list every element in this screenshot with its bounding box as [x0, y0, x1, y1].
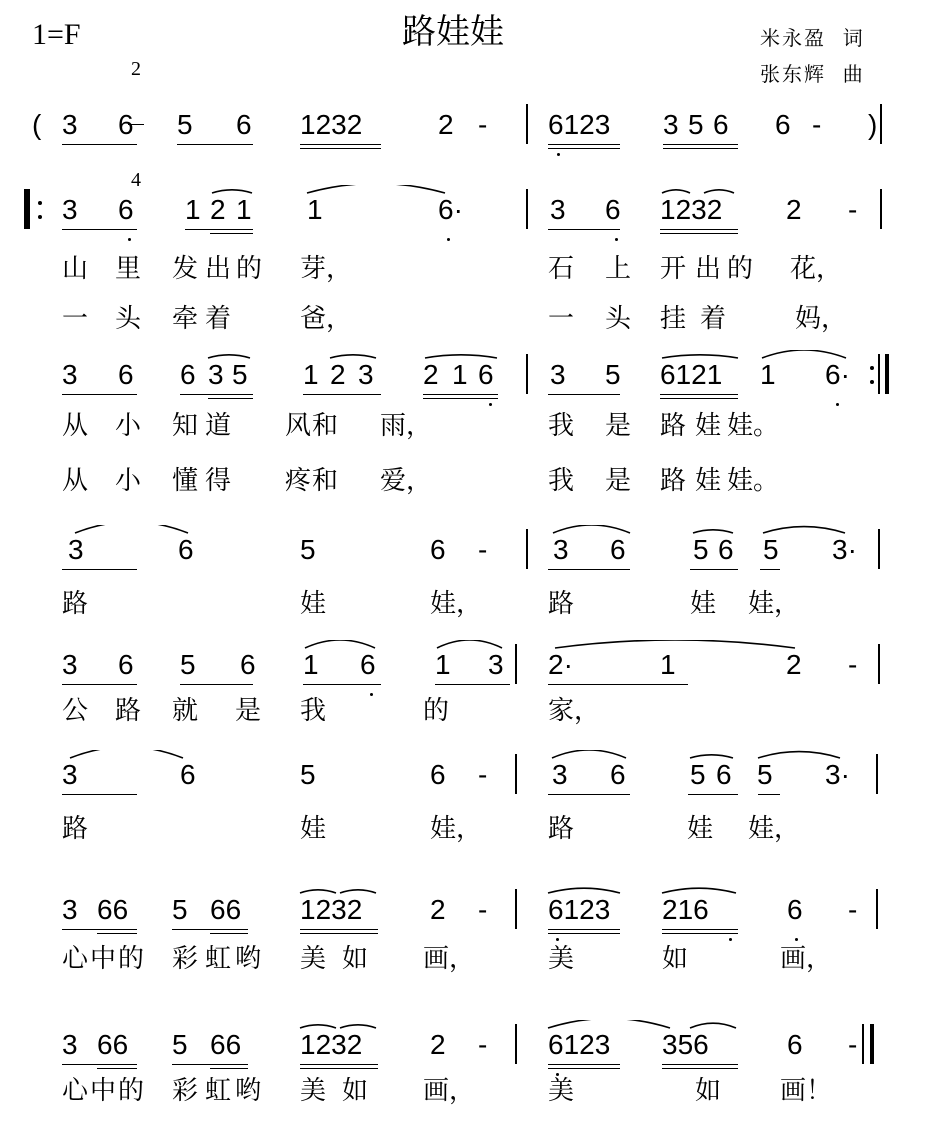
- note: 5: [300, 759, 316, 790]
- lyric-line: [0, 460, 926, 500]
- note: -: [478, 759, 488, 790]
- note: (: [32, 109, 42, 140]
- lyric-syllable: 开: [660, 254, 687, 284]
- lyric-syllable: 路: [548, 589, 575, 619]
- lyric-syllable: 发: [172, 254, 199, 284]
- barline: [526, 104, 528, 144]
- lyric-line: [0, 248, 926, 288]
- note: 3: [488, 649, 504, 680]
- lyric-syllable: 如: [695, 1076, 722, 1106]
- note: 6: [236, 109, 252, 140]
- lyric-syllable: 知: [172, 411, 199, 441]
- lyric-syllable: 如: [342, 944, 369, 974]
- note: 6: [178, 534, 194, 565]
- note: 2: [786, 649, 802, 680]
- lyric-syllable: 的: [118, 1076, 145, 1106]
- lyric-line: [0, 808, 926, 848]
- note: 1: [185, 194, 201, 225]
- slur-tie: [758, 752, 840, 758]
- lyric-syllable: 家，: [548, 696, 601, 726]
- note: 6123: [548, 109, 611, 140]
- lyric-syllable: 是: [605, 466, 632, 496]
- composer-credit: 张东辉 曲: [760, 62, 865, 86]
- lyric-syllable: 娃: [695, 466, 722, 496]
- lyric-syllable: 娃: [300, 814, 327, 844]
- lyric-syllable: 道: [205, 411, 232, 441]
- lyric-syllable: 美: [548, 1076, 575, 1106]
- note: 6: [118, 359, 134, 390]
- note: 2: [430, 894, 446, 925]
- lyric-line: [0, 298, 926, 338]
- notation-line: [0, 750, 926, 810]
- time-numerator: 2: [131, 58, 141, 80]
- note: 6: [118, 649, 134, 680]
- lyric-syllable: 小: [115, 411, 142, 441]
- note: 66: [97, 1029, 129, 1060]
- note: 1: [236, 194, 252, 225]
- note: 3: [62, 359, 78, 390]
- lyric-syllable: 哟: [235, 944, 262, 974]
- lyric-syllable: 路: [62, 814, 89, 844]
- lyric-syllable: 头: [115, 304, 142, 334]
- note: 1232: [300, 894, 363, 925]
- lyric-syllable: 从: [62, 466, 89, 496]
- slur-tie: [425, 355, 497, 358]
- lyric-syllable: 从: [62, 411, 89, 441]
- lyric-syllable: 如: [342, 1076, 369, 1106]
- eighth-underline: [177, 144, 253, 145]
- lyric-syllable: 我: [548, 411, 575, 441]
- note: 5: [688, 109, 704, 140]
- slur-tie: [763, 527, 845, 533]
- note: 6: [775, 109, 791, 140]
- lyric-syllable: 石: [548, 254, 575, 284]
- notation-line: [0, 100, 926, 160]
- lyric-syllable: 和: [312, 466, 339, 496]
- tie-layer: [0, 750, 926, 810]
- note: 2: [786, 194, 802, 225]
- lyric-syllable: 挂: [660, 304, 687, 334]
- tie-layer: [0, 185, 926, 245]
- tie-layer: [0, 525, 926, 585]
- note: 2: [430, 1029, 446, 1060]
- note: 1: [307, 194, 323, 225]
- lyric-line: [0, 1070, 926, 1110]
- lyric-syllable: 美: [300, 944, 327, 974]
- lyric-syllable: 就: [172, 696, 199, 726]
- note: 3: [62, 759, 78, 790]
- note: -: [848, 1029, 858, 1060]
- note: 6: [118, 109, 134, 140]
- lyric-syllable: 牵: [172, 304, 199, 334]
- slur-tie: [762, 350, 846, 358]
- lyric-syllable: 画，: [423, 944, 476, 974]
- lyric-syllable: 画，: [780, 944, 833, 974]
- lyric-syllable: 虹: [205, 944, 232, 974]
- lyric-syllable: 的: [423, 696, 450, 726]
- lyric-syllable: 爸，: [300, 304, 353, 334]
- lyric-syllable: 娃。: [727, 411, 780, 441]
- note: -: [478, 534, 488, 565]
- note: -: [478, 109, 488, 140]
- lyric-syllable: 头: [605, 304, 632, 334]
- lyric-syllable: 芽，: [300, 254, 353, 284]
- note: 1232: [660, 194, 723, 225]
- lyric-syllable: 着: [700, 304, 727, 334]
- slur-tie: [340, 890, 376, 893]
- note: 5: [177, 109, 193, 140]
- lyric-syllable: 懂: [172, 466, 199, 496]
- lyric-syllable: 是: [235, 696, 262, 726]
- note: 1: [660, 649, 676, 680]
- slur-tie: [662, 190, 690, 193]
- note: 216: [662, 894, 709, 925]
- note: ): [868, 109, 878, 140]
- note: 3: [62, 1029, 78, 1060]
- lyric-syllable: 上: [605, 254, 632, 284]
- tie-layer: [0, 350, 926, 410]
- lyric-syllable: 彩: [172, 1076, 199, 1106]
- lyric-syllable: 娃: [690, 589, 717, 619]
- note: 3: [62, 194, 78, 225]
- note: 3·: [825, 759, 850, 790]
- slur-tie: [690, 755, 733, 758]
- note: 6: [605, 194, 621, 225]
- lyric-line: [0, 583, 926, 623]
- note: 6121: [660, 359, 723, 390]
- note: 3: [68, 534, 84, 565]
- lyric-syllable: 得: [205, 466, 232, 496]
- note: 5: [172, 894, 188, 925]
- note: -: [478, 1029, 488, 1060]
- lyric-syllable: 爱，: [380, 466, 433, 496]
- slur-tie: [305, 640, 375, 648]
- note: 3: [550, 194, 566, 225]
- tie-layer: [0, 885, 926, 945]
- note: 1: [452, 359, 468, 390]
- note: 6: [718, 534, 734, 565]
- note: 6: [716, 759, 732, 790]
- slur-tie: [553, 525, 630, 533]
- note: 1232: [300, 1029, 363, 1060]
- slur-tie: [548, 888, 620, 893]
- note: 5: [763, 534, 779, 565]
- lyric-syllable: 出: [205, 254, 232, 284]
- lyric-line: [0, 690, 926, 730]
- lyric-syllable: 心: [62, 944, 89, 974]
- note: 6: [478, 359, 494, 390]
- lyric-syllable: 风: [285, 411, 312, 441]
- note: 3: [553, 534, 569, 565]
- note: -: [848, 194, 858, 225]
- slur-tie: [555, 640, 795, 648]
- lyric-syllable: 路: [660, 466, 687, 496]
- eighth-underline: [300, 144, 381, 145]
- note: 2: [210, 194, 226, 225]
- lyric-syllable: 公: [62, 696, 89, 726]
- note: 3: [552, 759, 568, 790]
- slur-tie: [704, 190, 734, 193]
- note: 6: [430, 534, 446, 565]
- note: 2: [423, 359, 439, 390]
- lyric-syllable: 彩: [172, 944, 199, 974]
- note: 66: [97, 894, 129, 925]
- note: 6: [430, 759, 446, 790]
- lyric-syllable: 哟: [235, 1076, 262, 1106]
- slur-tie: [437, 640, 502, 648]
- note: -: [812, 109, 822, 140]
- sixteenth-underline: [300, 148, 381, 149]
- note: 1: [303, 359, 319, 390]
- note: 1232: [300, 109, 363, 140]
- note: 5: [757, 759, 773, 790]
- note: 6: [610, 759, 626, 790]
- note: 6: [787, 1029, 803, 1060]
- lyric-syllable: 如: [662, 944, 689, 974]
- lyric-syllable: 心: [62, 1076, 89, 1106]
- slur-tie: [662, 888, 736, 893]
- notation-line: [0, 185, 926, 245]
- note: 2·: [548, 649, 573, 680]
- lyric-syllable: 娃，: [430, 589, 483, 619]
- lyric-syllable: 画，: [423, 1076, 476, 1106]
- note: 3: [358, 359, 374, 390]
- note: -: [478, 894, 488, 925]
- lyric-syllable: 美: [548, 944, 575, 974]
- lyric-syllable: 中: [90, 944, 117, 974]
- slur-tie: [208, 355, 250, 358]
- lyric-syllable: 路: [115, 696, 142, 726]
- note: 2: [438, 109, 454, 140]
- lyric-line: [0, 938, 926, 978]
- lyric-syllable: 妈，: [795, 304, 848, 334]
- lyric-syllable: 的: [118, 944, 145, 974]
- lyric-syllable: 里: [115, 254, 142, 284]
- eighth-underline: [62, 144, 137, 145]
- lyric-syllable: 出: [695, 254, 722, 284]
- lyric-syllable: 娃，: [748, 589, 801, 619]
- slur-tie: [690, 1023, 736, 1028]
- note: 3·: [832, 534, 857, 565]
- note: 3: [62, 649, 78, 680]
- note: 5: [605, 359, 621, 390]
- lyric-syllable: 画！: [780, 1076, 833, 1106]
- lyric-syllable: 一: [62, 304, 89, 334]
- note: 6123: [548, 1029, 611, 1060]
- note: 3: [62, 894, 78, 925]
- lyric-syllable: 路: [660, 411, 687, 441]
- note: 5: [690, 759, 706, 790]
- slur-tie: [307, 185, 445, 193]
- lyric-syllable: 娃: [687, 814, 714, 844]
- lyric-syllable: 疼: [285, 466, 312, 496]
- lyric-syllable: 雨，: [380, 411, 433, 441]
- note: 3: [208, 359, 224, 390]
- slur-tie: [330, 355, 376, 358]
- lyric-syllable: 娃，: [430, 814, 483, 844]
- note: 6·: [438, 194, 463, 225]
- note: 1: [435, 649, 451, 680]
- slur-tie: [662, 355, 738, 358]
- slur-tie: [340, 1025, 376, 1028]
- lyric-syllable: 娃。: [727, 466, 780, 496]
- note: 6: [118, 194, 134, 225]
- note: 6123: [548, 894, 611, 925]
- lyric-syllable: 娃: [695, 411, 722, 441]
- lyric-syllable: 山: [62, 254, 89, 284]
- slur-tie: [300, 1025, 336, 1028]
- lyric-syllable: 和: [312, 411, 339, 441]
- note: 3: [550, 359, 566, 390]
- note: 1: [760, 359, 776, 390]
- notation-line: [0, 885, 926, 945]
- lyric-syllable: 路: [548, 814, 575, 844]
- note: -: [848, 894, 858, 925]
- slur-tie: [212, 190, 252, 193]
- note: 66: [210, 1029, 242, 1060]
- note: 5: [232, 359, 248, 390]
- key-signature: 1=F: [32, 18, 81, 51]
- slur-tie: [548, 1020, 670, 1028]
- note: 6: [787, 894, 803, 925]
- lyric-syllable: 中: [90, 1076, 117, 1106]
- octave-dot-below: [557, 153, 560, 156]
- note: 6: [180, 759, 196, 790]
- lyric-syllable: 美: [300, 1076, 327, 1106]
- note: 1: [303, 649, 319, 680]
- slur-tie: [552, 750, 626, 758]
- lyric-syllable: 花，: [790, 254, 843, 284]
- time-denominator: 4: [131, 169, 141, 191]
- lyric-syllable: 虹: [205, 1076, 232, 1106]
- lyric-syllable: 我: [300, 696, 327, 726]
- note: 6·: [825, 359, 850, 390]
- lyric-syllable: 路: [62, 589, 89, 619]
- note: 6: [610, 534, 626, 565]
- slur-tie: [70, 750, 183, 758]
- note: 5: [180, 649, 196, 680]
- slur-tie: [300, 890, 336, 893]
- note: 6: [180, 359, 196, 390]
- lyric-syllable: 娃: [300, 589, 327, 619]
- slur-tie: [693, 530, 733, 533]
- sixteenth-underline: [548, 148, 620, 149]
- barline: [880, 104, 882, 144]
- note: 66: [210, 894, 242, 925]
- sixteenth-underline: [663, 148, 738, 149]
- eighth-underline: [548, 144, 620, 145]
- lyric-syllable: 小: [115, 466, 142, 496]
- note: 6: [713, 109, 729, 140]
- lyric-syllable: 的: [727, 254, 754, 284]
- note: 5: [693, 534, 709, 565]
- slur-tie: [75, 525, 188, 533]
- lyric-syllable: 的: [236, 254, 263, 284]
- note: 6: [360, 649, 376, 680]
- lyric-syllable: 我: [548, 466, 575, 496]
- note: 3: [663, 109, 679, 140]
- note: 6: [240, 649, 256, 680]
- notation-line: [0, 525, 926, 585]
- note: -: [848, 649, 858, 680]
- note: 356: [662, 1029, 709, 1060]
- note: 3: [62, 109, 78, 140]
- lyric-syllable: 一: [548, 304, 575, 334]
- note: 2: [330, 359, 346, 390]
- notation-line: [0, 350, 926, 410]
- eighth-underline: [663, 144, 738, 145]
- note: 5: [172, 1029, 188, 1060]
- lyric-syllable: 着: [205, 304, 232, 334]
- lyricist-credit: 米永盈 词: [760, 26, 865, 50]
- lyric-syllable: 娃，: [748, 814, 801, 844]
- page-title: 路娃娃: [402, 12, 504, 52]
- lyric-syllable: 是: [605, 411, 632, 441]
- note: 5: [300, 534, 316, 565]
- lyric-line: [0, 405, 926, 445]
